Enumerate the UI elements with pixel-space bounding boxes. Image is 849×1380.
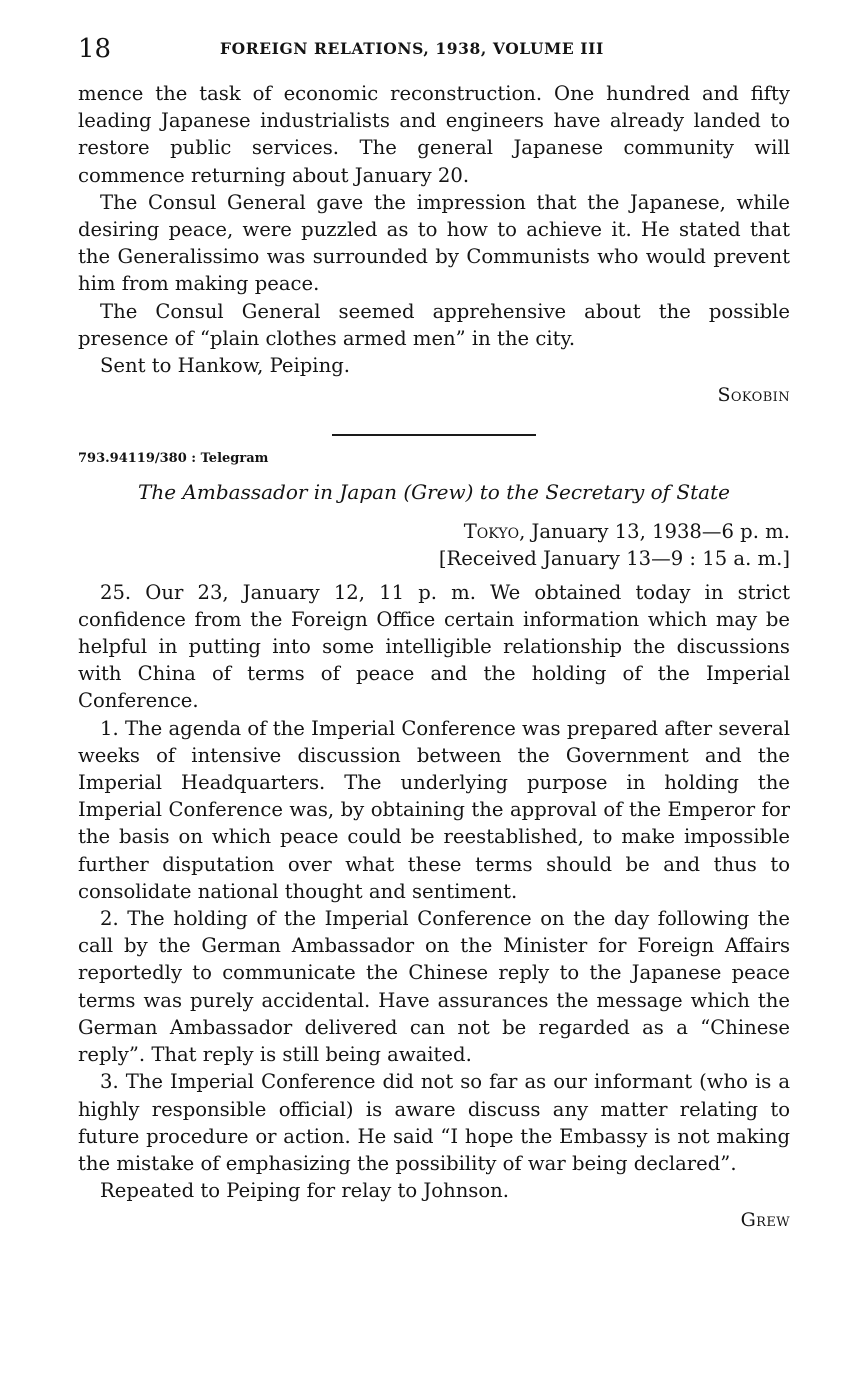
received-line: [Received January 13—9 : 15 a. m.]	[438, 547, 790, 571]
page-header	[78, 32, 790, 66]
paragraph: The Consul General gave the impression that the Japanese, while desiring peace, were puzzled as to how to achieve it. He stated that the Generalissimo was surrounded by Communists who would prevent him from making peace.	[78, 190, 790, 296]
telegram-document	[78, 450, 790, 1234]
telegram-body	[78, 579, 790, 1205]
dateline-date: , January 13, 1938—6 p. m.	[519, 520, 790, 544]
paragraph: 1. The agenda of the Imperial Conference was prepared after several weeks of intensive discussion between the Government and the Imperial Headquarters. The underlying purpose in holding the Imperial Conference was, by obtaining the approval of the Emperor for the basis on which peace could be reestablished, to make impossible further disputation over what these terms should be and thus to consolidate national thought and sentiment.	[78, 716, 790, 903]
signature-sokobin: Sokobin	[717, 384, 790, 407]
document-page	[78, 32, 790, 1234]
paragraph: 3. The Imperial Conference did not so far as our informant (who is a highly responsible official) is aware discuss any matter relating to future procedure or action. He said “I hope the Embassy is not making the mistake of emphasizing the possibility of war being declared”.	[78, 1070, 790, 1175]
paragraph: The Consul General seemed apprehensive about the possible presence of “plain clothes armed men” in the city.	[78, 299, 790, 350]
running-head: FOREIGN RELATIONS, 1938, VOLUME III	[220, 39, 604, 58]
paragraph: 25. Our 23, January 12, 11 p. m. We obtained today in strict confidence from the Foreign Office certain information which may be helpful in putting into some intelligible relationship the discussions with China of terms of peace and the holding of the Imperial Conference.	[78, 580, 790, 713]
paragraph: Repeated to Peiping for relay to Johnson.	[100, 1179, 510, 1203]
paragraph: 2. The holding of the Imperial Conference on the day following the call by the German Ambassador on the Minister for Foreign Affairs reportedly to communicate the Chinese reply to the Japanese peace terms was purely accidental. Have assurances the message which the German Ambassador delivered can not be regarded as a “Chinese reply”. That reply is still being awaited.	[78, 907, 790, 1067]
paragraph: mence the task of economic reconstruction. One hundred and fifty leading Japanese industrialists and engineers have already landed to restore public services. The general Japanese community will commence returning about January 20.	[78, 82, 790, 187]
dateline-place: Tokyo	[463, 520, 520, 544]
continued-telegram	[78, 80, 790, 409]
section-divider	[332, 434, 536, 436]
file-number: 793.94119/380 : Telegram	[78, 451, 269, 467]
signature-grew: Grew	[740, 1209, 790, 1232]
paragraph: Sent to Hankow, Peiping.	[100, 354, 350, 378]
document-heading: The Ambassador in Japan (Grew) to the Secretary of State	[138, 480, 730, 505]
dateline	[78, 518, 790, 545]
page-number: 18	[78, 34, 112, 64]
